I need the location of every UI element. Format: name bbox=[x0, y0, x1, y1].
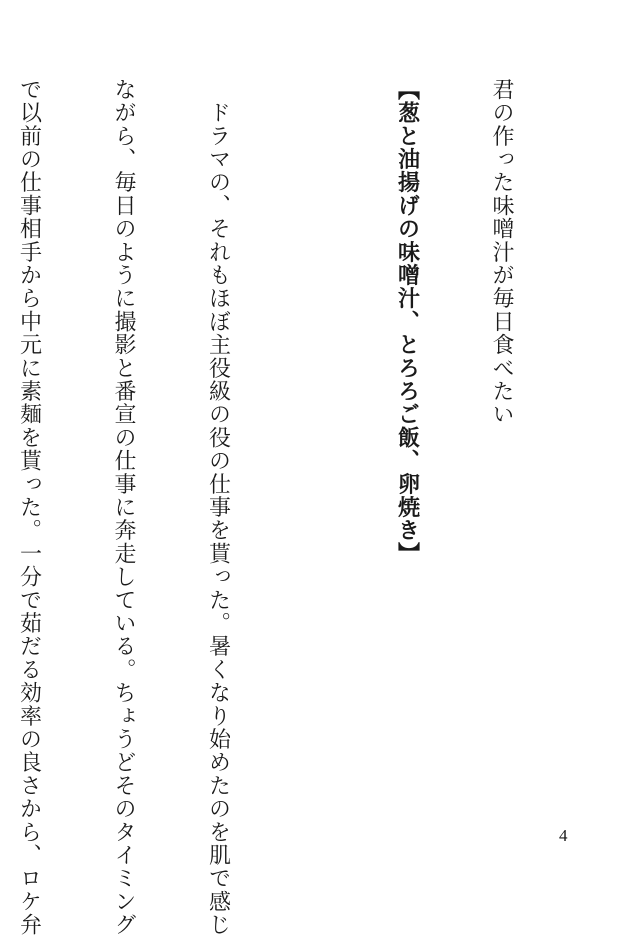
chapter-title: 君の作った味噌汁が毎日食べたい bbox=[489, 78, 514, 426]
vertical-text-block bbox=[0, 78, 580, 936]
page-number: 4 bbox=[559, 826, 568, 845]
body-line: で以前の仕事相手から中元に素麺を貰った。一分で茹だる効率の良さから、ロケ弁 bbox=[16, 78, 42, 936]
body-line: ながら、毎日のように撮影と番宣の仕事に奔走している。ちょうどそのタイミング bbox=[111, 78, 136, 936]
blank-line bbox=[297, 78, 329, 838]
body-line: ドラマの、それもほぼ主役級の役の仕事を貰った。暑くなり始めたのを肌で感じ bbox=[205, 78, 231, 936]
chapter-subtitle: 【葱と油揚げの味噌汁、とろろご飯、卵焼き】 bbox=[394, 78, 421, 566]
